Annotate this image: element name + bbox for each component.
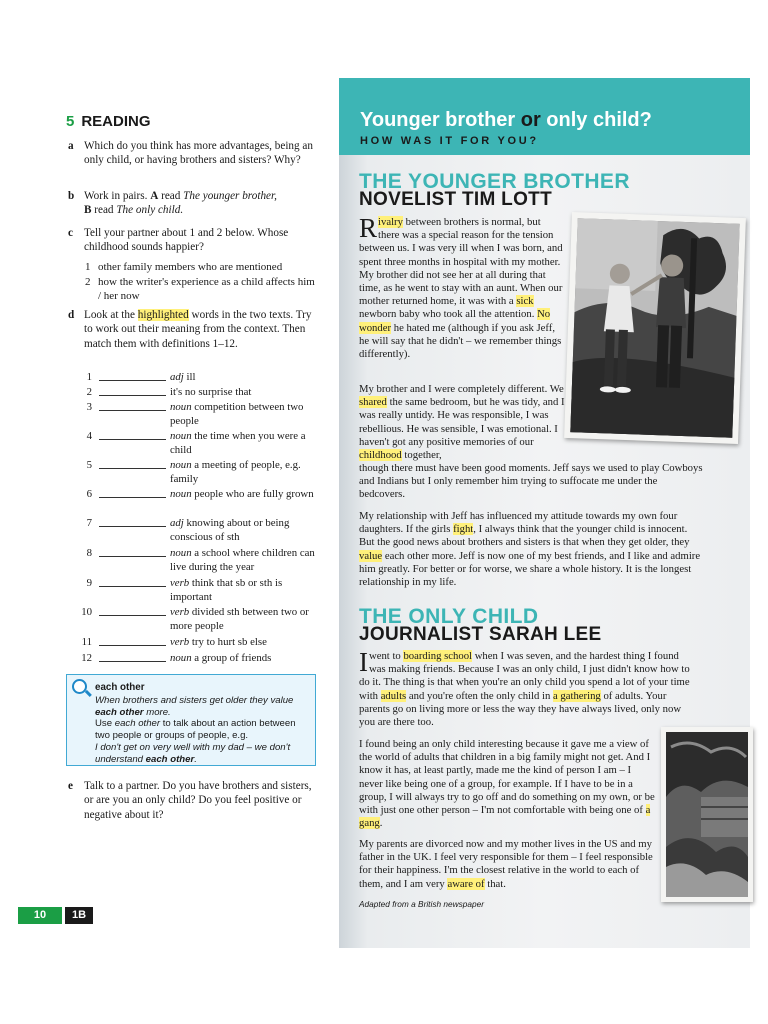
definition-gloss: a school where children can live during the year	[170, 547, 315, 574]
paragraph-text: though there must have been good moments. Jeff says we used to play Cowboys and Indians but I only remember him trying to suffocate me under the bedcovers.	[359, 462, 703, 501]
partner-b: B	[84, 204, 92, 217]
highlighted-word: highlighted	[137, 309, 189, 321]
highlighted-word: a gang	[359, 804, 651, 830]
definition-text	[170, 400, 322, 429]
definition-gloss: knowing about or being conscious of sth	[170, 517, 290, 544]
answer-blank[interactable]	[99, 661, 166, 662]
tip-text: Use	[95, 718, 115, 730]
highlighted-word: shared	[359, 396, 387, 409]
definition-10	[76, 605, 322, 634]
definition-number: 8	[86, 547, 92, 559]
paragraph-text: My brother and I were completely different. We	[359, 383, 564, 395]
definition-text	[170, 651, 322, 665]
question-text-part: Look at the	[84, 309, 138, 321]
highlighted-word: boarding school	[403, 650, 473, 662]
photo-garden	[661, 727, 753, 902]
definition-number: 4	[86, 430, 92, 442]
magnifier-icon	[72, 679, 87, 694]
paragraph-text: between brothers is normal, but there was a special reason for the tension between us. I was very ill when I was born, and spent three months in hospital with my mother. My brother did not see her at all during that time, as he went to stay with an aunt. When our mother returned home, it was with a	[359, 216, 563, 308]
section-kicker: THE YOUNGER BROTHER	[359, 170, 630, 193]
definition-number: 1	[86, 371, 92, 383]
heading-or: or	[520, 109, 541, 131]
definition-gloss: ill	[186, 371, 196, 383]
question-b	[68, 189, 318, 218]
tim-paragraph-2	[359, 383, 565, 462]
question-text: Tell your partner about 1 and 2 below. Whose childhood sounds happier?	[84, 227, 289, 254]
author-name: NOVELIST TIM LOTT	[359, 189, 552, 210]
part-of-speech: verb	[170, 577, 190, 589]
definition-gloss: a meeting of people, e.g. family	[170, 459, 301, 486]
paragraph-text: that.	[484, 877, 506, 890]
answer-blank[interactable]	[99, 380, 166, 381]
tim-paragraph-1	[359, 213, 563, 361]
question-d	[68, 308, 318, 351]
highlighted-word: a gathering	[552, 689, 601, 702]
definition-gloss: it's no surprise that	[170, 386, 252, 398]
photo-brothers	[564, 212, 746, 444]
question-text: Which do you think has more advantages, being an only child, or having brothers and sisters? Why?	[84, 140, 313, 167]
tip-example: I don't get on very well with my dad – we don't understand	[95, 741, 291, 765]
unit-label: 1B	[65, 907, 93, 924]
definition-4	[76, 429, 322, 458]
answer-blank[interactable]	[99, 556, 166, 557]
paragraph-text: went to	[369, 650, 404, 662]
sarah-paragraph-3	[359, 838, 655, 891]
page-number: 10	[18, 907, 62, 924]
definition-number: 7	[86, 517, 92, 529]
article-subheading: HOW WAS IT FOR YOU?	[360, 135, 539, 147]
definition-9	[76, 576, 322, 605]
section-title: READING	[81, 113, 151, 130]
definition-number: 3	[86, 401, 92, 413]
highlighted-word: childhood	[359, 449, 402, 462]
part-of-speech: noun	[170, 401, 192, 413]
sarah-paragraph-1	[359, 647, 693, 729]
sub-item-text: other family members who are mentioned	[98, 261, 283, 273]
heading-part: only child?	[540, 109, 652, 131]
tip-example: .	[194, 753, 197, 765]
definition-text	[170, 516, 322, 545]
answer-blank[interactable]	[99, 586, 166, 587]
partner-a: A	[150, 190, 159, 202]
definition-gloss: divided sth between two or more people	[170, 606, 309, 633]
answer-blank[interactable]	[99, 468, 166, 469]
paragraph-text: when I was seven, and the hardest thing I found was making friends. Because I was an only child, I just didn't know how to do it. The thing is that when you're an only child you spend a lot of your time with	[359, 650, 690, 702]
tip-term: each other	[114, 718, 161, 730]
part-of-speech: noun	[170, 459, 192, 471]
highlighted-word: sick	[516, 295, 534, 308]
paragraph-text: , I always think that the younger child is innocent. But the good news about brothers and sisters is that when they get older, they	[359, 523, 690, 549]
definition-5	[76, 458, 322, 487]
answer-blank[interactable]	[99, 410, 166, 411]
drop-cap: I	[359, 647, 368, 677]
part-of-speech: verb	[170, 606, 190, 618]
definition-number: 6	[86, 488, 92, 500]
question-text-part: Work in pairs.	[84, 190, 151, 202]
paragraph-text: and you're often the only child in	[406, 689, 553, 702]
paragraph-text: he hated me (although if you ask Jeff, he will say that he didn't – we remember things differently).	[359, 321, 562, 361]
definition-3	[76, 400, 322, 429]
definition-text	[170, 385, 322, 399]
question-letter: a	[68, 140, 74, 152]
part-of-speech: noun	[170, 488, 192, 500]
question-e	[68, 779, 318, 822]
definition-number: 5	[86, 459, 92, 471]
question-c	[68, 226, 318, 255]
tip-example: more.	[143, 706, 171, 718]
question-text	[84, 308, 318, 351]
answer-blank[interactable]	[99, 439, 166, 440]
definition-12	[76, 651, 322, 665]
tip-body	[95, 695, 313, 765]
highlighted-word: ivalry	[378, 216, 403, 228]
tip-title: each other	[95, 682, 145, 693]
paragraph-text: My relationship with Jeff has influenced my attitude towards my own four daughters. If the girls	[359, 510, 678, 536]
definition-gloss: people who are fully grown	[194, 488, 314, 500]
highlighted-word: fight	[453, 523, 474, 536]
paragraph-text: .	[379, 817, 383, 830]
sub-item-number: 2	[85, 276, 91, 288]
question-letter: b	[68, 190, 75, 202]
definition-8	[76, 546, 322, 575]
definition-gloss: a group of friends	[194, 652, 272, 664]
drop-cap: R	[359, 213, 378, 243]
definition-number: 2	[86, 386, 92, 398]
tip-text: to talk about an action between two people or groups of people, e.g.	[95, 718, 296, 742]
definition-2	[76, 385, 322, 399]
answer-blank[interactable]	[99, 526, 166, 527]
part-of-speech: adj	[170, 371, 184, 383]
author-name: JOURNALIST SARAH LEE	[359, 624, 602, 645]
question-letter: c	[68, 227, 73, 239]
section-number: 5	[66, 113, 75, 130]
paragraph-text: newborn baby who took all the attention.	[359, 308, 538, 321]
part-of-speech: noun	[170, 547, 192, 559]
paragraph-text: the same bedroom, but he was tidy, and I was really untidy. He was responsible, I was rebellious. He was sensible, I was emotional. I haven't got any positive memories of our	[359, 396, 565, 448]
section-kicker: THE ONLY CHILD	[359, 605, 539, 628]
grammar-tip-box	[66, 674, 316, 766]
definition-text	[170, 605, 322, 634]
highlighted-word: adults	[380, 689, 407, 702]
definition-text	[170, 576, 322, 605]
definition-text	[170, 429, 322, 458]
highlighted-word: aware of	[447, 877, 485, 890]
sub-item-text: how the writer's experience as a child affects him / her now	[98, 276, 315, 302]
paragraph-text: of adults. Your parents go on living more or less the way they have always lived, only now you are there too.	[359, 689, 682, 729]
question-text-part: words in the two texts. Try to work out their meaning from the context. Then match them with definitions 1–12.	[84, 309, 312, 350]
question-a	[68, 139, 318, 168]
definition-text	[170, 458, 322, 487]
definition-number: 12	[81, 652, 92, 664]
question-letter: e	[68, 780, 73, 792]
article-title-ref: The younger brother,	[183, 190, 277, 202]
heading-part: Younger brother	[360, 109, 521, 131]
question-text-part: read	[158, 190, 184, 202]
definition-number: 10	[81, 606, 92, 618]
article-heading	[360, 109, 652, 132]
sub-item-2	[85, 275, 320, 303]
part-of-speech: noun	[170, 652, 192, 664]
sub-item-number: 1	[85, 261, 91, 273]
part-of-speech: adj	[170, 517, 184, 529]
definition-gloss: try to hurt sb else	[191, 636, 267, 648]
definition-11	[76, 635, 322, 649]
answer-blank[interactable]	[99, 497, 166, 498]
definition-gloss: competition between two people	[170, 401, 304, 428]
highlighted-word: No wonder	[359, 308, 551, 334]
definition-7	[76, 516, 322, 545]
paragraph-text: together,	[401, 449, 442, 462]
definition-text	[170, 370, 322, 384]
question-text	[84, 189, 318, 218]
source-credit: Adapted from a British newspaper	[359, 899, 484, 909]
paragraph-text: each other more. Jeff is now one of my best friends, and I like and admire him greatly. For better or for worse, we share a whole history. It is the longest relationship in my life.	[359, 549, 701, 589]
paragraph-text: I found being an only child interesting because it gave me a view of the world of adults that children in a big family might not get. And I know it has, at least partly, made me the kind of person I am – I never like being one of a group, for example. If I have to be in a group, I will always try to go off and do something on my own, or be with just one other person – I'm not comfortable with being one of	[359, 738, 655, 817]
definition-6	[76, 487, 322, 501]
highlighted-word: value	[359, 549, 383, 562]
paragraph-text: My parents are divorced now and my mother lives in the US and my father in the UK. I feel very responsible for them – I feel responsible for their happiness. I'm the closest relative in the world to each of them, and I am very	[359, 838, 653, 890]
definition-text	[170, 487, 322, 501]
part-of-speech: noun	[170, 430, 192, 442]
answer-blank[interactable]	[99, 395, 166, 396]
sub-item-1	[85, 260, 320, 274]
answer-blank[interactable]	[99, 615, 166, 616]
definition-number: 9	[86, 577, 92, 589]
definition-1	[76, 370, 322, 384]
article-title-ref: The only child.	[116, 204, 184, 217]
definition-text	[170, 546, 322, 575]
question-text-part: read	[91, 204, 117, 217]
definition-gloss: the time when you were a child	[170, 430, 306, 457]
part-of-speech: verb	[170, 636, 190, 648]
tim-paragraph-2-cont	[359, 462, 704, 502]
tip-example: When brothers and sisters get older they value	[95, 695, 294, 706]
definition-text	[170, 635, 322, 649]
tim-paragraph-3	[359, 510, 704, 589]
question-text: Talk to a partner. Do you have brothers and sisters, or are you an only child? Do you feel positive or negative about it?	[84, 780, 312, 821]
section-heading	[66, 113, 151, 130]
tip-example-bold: each other	[95, 706, 144, 718]
answer-blank[interactable]	[99, 645, 166, 646]
definition-gloss: think that sb or sth is important	[170, 577, 283, 604]
question-letter: d	[68, 309, 75, 321]
definition-number: 11	[81, 636, 92, 648]
tip-example-bold: each other	[145, 753, 195, 765]
sarah-paragraph-2	[359, 738, 655, 830]
